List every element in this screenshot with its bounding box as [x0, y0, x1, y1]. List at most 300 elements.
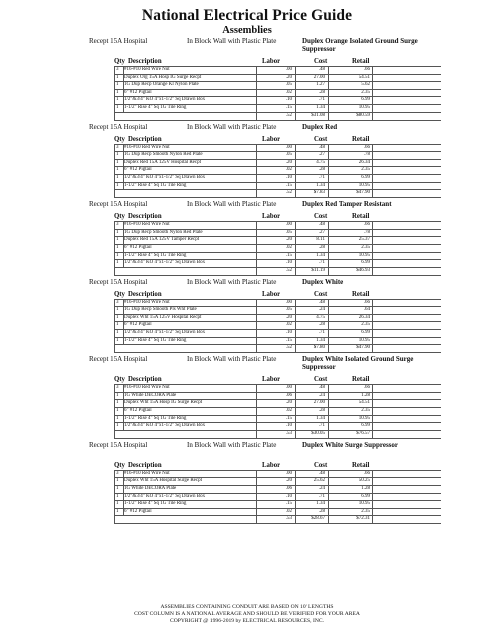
item-qty: 1: [116, 400, 119, 406]
description-header: Description: [128, 135, 162, 143]
column-divider: [295, 144, 296, 198]
item-retail: 54.51: [358, 400, 370, 406]
section-mounting: In Block Wall with Plastic Plate: [187, 200, 277, 209]
item-retail: .78: [363, 229, 370, 235]
assembly-section: [0, 123, 494, 201]
item-qty: 3: [116, 222, 119, 228]
item-cost: .28: [318, 167, 325, 173]
item-cost: .28: [318, 408, 325, 414]
table-row: [0, 485, 494, 493]
item-cost: .28: [318, 508, 325, 514]
table-row: [0, 415, 494, 423]
item-description: 1G Dup Recp Smooth Nylon Red Plate: [124, 229, 203, 235]
assembly-section: [0, 278, 494, 356]
item-labor: .10: [285, 260, 292, 266]
item-cost: 8.11: [316, 237, 325, 243]
row-divider: [114, 314, 441, 315]
item-cost: .48: [318, 299, 325, 305]
assembly-section: [0, 441, 494, 527]
item-description: 6" #12 Pigtail: [124, 89, 152, 95]
column-divider: [295, 384, 296, 438]
row-divider: [114, 321, 441, 322]
row-divider: [114, 74, 441, 75]
item-cost: .71: [318, 423, 325, 429]
row-divider: [114, 229, 441, 230]
row-divider: [114, 189, 441, 190]
table-row: [0, 236, 494, 244]
item-qty: 1: [116, 104, 119, 110]
table-row: [0, 299, 494, 307]
section-header: [0, 123, 494, 133]
item-cost: .27: [318, 229, 325, 235]
item-description: 1/2"&3/4" KO 4"x1-1/2" Sq Drawn Box: [124, 260, 206, 266]
page-subtitle: Assemblies: [222, 25, 272, 36]
item-cost: 4.75: [316, 159, 325, 165]
table-header: [0, 210, 494, 221]
item-description: 1G White DECORA Plate: [124, 486, 177, 491]
row-divider: [114, 337, 441, 338]
item-description: Duplex Wht 15A Hosp IG Surge Recpt: [124, 400, 203, 406]
item-retail: 6.99: [361, 97, 370, 103]
item-qty: 1: [116, 237, 119, 243]
total-row: [0, 189, 494, 197]
column-divider: [295, 470, 296, 524]
table-row: [0, 337, 494, 345]
total-row: [0, 112, 494, 120]
column-divider: [328, 384, 329, 438]
column-divider: [256, 384, 257, 438]
item-retail: 26.34: [358, 314, 370, 320]
item-labor: .20: [285, 400, 292, 406]
item-description: #16-#10 Red Wire Nut: [124, 299, 170, 305]
table-row: [0, 321, 494, 329]
description-header: Description: [128, 376, 162, 384]
row-divider: [114, 236, 441, 237]
item-description: #16-#10 Red Wire Nut: [124, 470, 170, 476]
table-row: [0, 182, 494, 190]
item-labor: .15: [285, 415, 292, 421]
column-divider: [123, 470, 124, 516]
qty-header: Qty: [114, 135, 125, 143]
retail-header: Retail: [352, 290, 370, 298]
item-qty: 3: [116, 299, 119, 305]
item-description: 1G Dup Recp Smooth Pls Wht Plate: [124, 307, 197, 313]
total-retail: $47.90: [356, 190, 370, 196]
item-retail: 6.99: [361, 493, 370, 499]
section-mounting: In Block Wall with Plastic Plate: [187, 440, 277, 449]
column-divider: [328, 144, 329, 198]
total-cost: $7.83: [313, 190, 325, 196]
labor-header: Labor: [262, 135, 281, 143]
total-labor: .52: [285, 345, 292, 351]
page-title: National Electrical Price Guide: [141, 7, 353, 24]
item-qty: 1: [116, 74, 119, 80]
section-header: [0, 278, 494, 288]
item-qty: 1: [116, 229, 119, 235]
row-divider: [114, 267, 441, 268]
item-description: 1-1/2" Rise 4" Sq 1G Tile Ring: [124, 501, 187, 507]
item-labor: .15: [285, 337, 292, 343]
total-retail: $72.31: [356, 516, 370, 522]
item-labor: .15: [285, 182, 292, 188]
column-divider: [123, 384, 124, 430]
item-cost: 1.34: [316, 182, 325, 188]
item-retail: .66: [363, 470, 370, 476]
item-cost: .48: [318, 222, 325, 228]
section-title: Duplex White: [302, 277, 344, 286]
table-row: [0, 66, 494, 74]
section-location: Recept 15A Hospital: [89, 200, 148, 209]
table-row: [0, 422, 494, 430]
item-description: 1/2"&3/4" KO 4"x1-1/2" Sq Drawn Box: [124, 330, 206, 336]
item-qty: 1: [116, 159, 119, 165]
item-labor: .20: [285, 74, 292, 80]
item-labor: .20: [285, 237, 292, 243]
item-description: 1/2"&3/4" KO 4"x1-1/2" Sq Drawn Box: [124, 97, 206, 103]
total-labor: .52: [285, 112, 292, 118]
total-cost: $31.08: [311, 112, 325, 118]
item-description: Duplex Red 15A 125V Hospital Recpt: [124, 159, 201, 165]
item-retail: .66: [363, 222, 370, 228]
section-location: Recept 15A Hospital: [89, 355, 148, 364]
column-divider: [114, 470, 115, 524]
item-description: Duplex Wht 15A 125V Hospital Recpt: [124, 314, 202, 320]
item-description: 1/2"&3/4" KO 4"x1-1/2" Sq Drawn Box: [124, 423, 206, 429]
column-divider: [256, 144, 257, 198]
description-header: Description: [128, 58, 162, 65]
item-cost: .71: [318, 174, 325, 180]
section-mounting: In Block Wall with Plastic Plate: [187, 122, 277, 131]
section-mounting: In Block Wall with Plastic Plate: [187, 37, 277, 45]
item-retail: .66: [363, 385, 370, 391]
cost-header: Cost: [314, 376, 328, 384]
item-qty: 1: [116, 330, 119, 336]
column-divider: [123, 144, 124, 190]
item-labor: .06: [285, 486, 292, 491]
item-table: [0, 299, 494, 353]
row-divider: [114, 81, 441, 82]
item-description: #16-#10 Red Wire Nut: [124, 222, 170, 228]
column-divider: [372, 66, 373, 120]
item-cost: .28: [318, 244, 325, 250]
item-cost: 27.00: [313, 74, 325, 80]
item-cost: 1.34: [316, 337, 325, 343]
item-qty: 1: [116, 415, 119, 421]
item-cost: 1.34: [316, 104, 325, 110]
total-retail: $46.93: [356, 267, 370, 273]
row-divider: [114, 477, 441, 478]
assembly-section: [0, 37, 494, 123]
item-cost: .48: [318, 385, 325, 391]
section-mounting: In Block Wall with Plastic Plate: [187, 355, 277, 364]
table-bottom-border: [114, 197, 441, 198]
item-cost: .24: [318, 486, 325, 491]
qty-header: Qty: [114, 290, 125, 298]
row-divider: [114, 96, 441, 97]
item-retail: 10.95: [358, 501, 370, 507]
item-cost: 27.00: [313, 400, 325, 406]
item-qty: 3: [116, 144, 119, 150]
item-retail: 1.28: [361, 392, 370, 398]
item-cost: .24: [318, 307, 325, 313]
row-divider: [114, 485, 441, 486]
item-labor: .02: [285, 508, 292, 514]
total-labor: .53: [285, 430, 292, 436]
table-row: [0, 89, 494, 97]
footer-line-1: ASSEMBLIES CONTAINING CONDUIT ARE BASED ON 10' LENGTHS: [160, 604, 334, 610]
item-retail: 6.99: [361, 260, 370, 266]
item-cost: .71: [318, 493, 325, 499]
total-row: [0, 344, 494, 352]
retail-header: Retail: [352, 135, 370, 143]
table-header: [0, 459, 494, 470]
table-row: [0, 392, 494, 400]
item-labor: .02: [285, 322, 292, 328]
item-labor: .15: [285, 501, 292, 507]
section-location: Recept 15A Hospital: [89, 277, 148, 286]
table-header: [0, 55, 494, 66]
row-divider: [114, 306, 441, 307]
table-bottom-border: [114, 438, 441, 439]
table-row: [0, 74, 494, 82]
item-labor: .20: [285, 314, 292, 320]
retail-header: Retail: [352, 376, 370, 384]
row-divider: [114, 244, 441, 245]
cost-header: Cost: [314, 213, 328, 221]
footer: [0, 604, 494, 625]
footer-line-3: COPYRIGHT @ 1996-2019 by ELECTRICAL RESOURCES, INC.: [169, 618, 324, 624]
column-divider: [256, 66, 257, 120]
table-row: [0, 221, 494, 229]
row-divider: [114, 344, 441, 345]
item-retail: 10.95: [358, 252, 370, 258]
item-qty: 1: [116, 392, 119, 398]
section-title: Duplex Orange Isolated Ground Surge Suppressor: [302, 37, 418, 53]
item-qty: 1: [116, 423, 119, 429]
column-divider: [123, 299, 124, 345]
table-row: [0, 306, 494, 314]
item-retail: 10.95: [358, 104, 370, 110]
item-cost: .71: [318, 97, 325, 103]
qty-header: Qty: [114, 376, 125, 384]
item-description: 1-1/2" Rise 4" Sq 1G Tile Ring: [124, 104, 187, 110]
item-description: #16-#10 Red Wire Nut: [124, 144, 170, 150]
description-header: Description: [128, 290, 162, 298]
item-labor: .06: [285, 392, 292, 398]
item-retail: .78: [363, 152, 370, 158]
item-labor: .00: [285, 222, 292, 228]
item-cost: .48: [318, 144, 325, 150]
table-top-border: [114, 144, 441, 145]
item-description: 6" #12 Pigtail: [124, 322, 152, 328]
item-retail: .66: [363, 299, 370, 305]
description-header: Description: [128, 461, 162, 469]
table-row: [0, 493, 494, 501]
section-header: [0, 441, 494, 459]
item-qty: 1: [116, 337, 119, 343]
item-labor: .10: [285, 174, 292, 180]
section-header: [0, 355, 494, 373]
assembly-sections: [0, 37, 494, 526]
item-qty: 1: [116, 501, 119, 507]
item-qty: 3: [116, 470, 119, 476]
column-divider: [256, 470, 257, 524]
row-divider: [114, 399, 441, 400]
labor-header: Labor: [262, 58, 281, 65]
total-retail: $76.57: [356, 430, 370, 436]
table-row: [0, 104, 494, 112]
table-row: [0, 252, 494, 260]
column-divider: [256, 221, 257, 275]
column-divider: [256, 299, 257, 353]
item-cost: 1.27: [316, 82, 325, 88]
column-divider: [372, 221, 373, 275]
row-divider: [114, 259, 441, 260]
item-description: #16-#10 Red Wire Nut: [124, 67, 170, 72]
item-retail: .66: [363, 144, 370, 150]
column-divider: [114, 384, 115, 438]
item-description: 1-1/2" Rise 4" Sq 1G Tile Ring: [124, 182, 187, 188]
section-header: [0, 37, 494, 55]
row-divider: [114, 500, 441, 501]
item-retail: .66: [363, 67, 370, 72]
total-labor: .53: [285, 516, 292, 522]
row-divider: [114, 89, 441, 90]
qty-header: Qty: [114, 461, 125, 469]
item-qty: 1: [116, 252, 119, 258]
item-qty: 1: [116, 244, 119, 250]
item-description: Duplex Red 15A 125V Tamper Recpt: [124, 237, 200, 243]
total-cost: $30.05: [311, 430, 325, 436]
labor-header: Labor: [262, 376, 281, 384]
item-qty: 1: [116, 478, 119, 484]
item-retail: 2.35: [361, 508, 370, 514]
item-cost: .24: [318, 392, 325, 398]
table-row: [0, 81, 494, 89]
item-labor: .00: [285, 144, 292, 150]
column-divider: [372, 384, 373, 438]
item-cost: .71: [318, 260, 325, 266]
table-row: [0, 399, 494, 407]
item-labor: .10: [285, 423, 292, 429]
assembly-section: [0, 355, 494, 441]
section-location: Recept 15A Hospital: [89, 122, 148, 131]
table-row: [0, 166, 494, 174]
total-retail: $47.90: [356, 345, 370, 351]
item-labor: .00: [285, 470, 292, 476]
table-row: [0, 477, 494, 485]
section-title: Duplex Red: [302, 122, 338, 131]
item-description: 1/2"&3/4" KO 4"x1-1/2" Sq Drawn Box: [124, 174, 206, 180]
retail-header: Retail: [352, 58, 370, 65]
item-cost: 1.34: [316, 501, 325, 507]
table-row: [0, 314, 494, 322]
section-location: Recept 15A Hospital: [89, 37, 148, 45]
table-row: [0, 174, 494, 182]
item-qty: 1: [116, 97, 119, 103]
row-divider: [114, 422, 441, 423]
item-qty: 1: [116, 408, 119, 414]
row-divider: [114, 415, 441, 416]
item-labor: .02: [285, 89, 292, 95]
item-cost: .28: [318, 89, 325, 95]
table-row: [0, 244, 494, 252]
table-row: [0, 144, 494, 152]
item-labor: .00: [285, 67, 292, 72]
item-qty: 1: [116, 152, 119, 158]
item-labor: .20: [285, 159, 292, 165]
item-cost: 1.34: [316, 252, 325, 258]
section-header: [0, 200, 494, 210]
column-divider: [328, 299, 329, 353]
item-description: 1-1/2" Rise 4" Sq 1G Tile Ring: [124, 252, 187, 258]
row-divider: [114, 166, 441, 167]
item-retail: 2.35: [361, 322, 370, 328]
column-divider: [295, 66, 296, 120]
total-labor: .52: [285, 190, 292, 196]
total-labor: .52: [285, 267, 292, 273]
item-retail: 25.37: [358, 237, 370, 243]
item-qty: 1: [116, 182, 119, 188]
item-retail: 10.95: [358, 415, 370, 421]
item-description: 6" #12 Pigtail: [124, 408, 152, 414]
column-divider: [114, 221, 115, 275]
total-cost: $11.19: [311, 267, 325, 273]
item-retail: 6.99: [361, 330, 370, 336]
item-cost: 1.34: [316, 415, 325, 421]
column-divider: [114, 66, 115, 120]
item-description: #16-#10 Red Wire Nut: [124, 385, 170, 391]
item-cost: .48: [318, 67, 325, 72]
cost-header: Cost: [314, 290, 328, 298]
table-row: [0, 384, 494, 392]
item-retail: 2.35: [361, 244, 370, 250]
column-divider: [295, 221, 296, 275]
qty-header: Qty: [114, 213, 125, 221]
item-table: [0, 66, 494, 120]
row-divider: [114, 329, 441, 330]
item-description: Duplex Org 15A Hosp IG Surge Recpt: [124, 74, 202, 80]
table-top-border: [114, 66, 441, 67]
total-cost: $7.80: [313, 345, 325, 351]
item-labor: .02: [285, 408, 292, 414]
row-divider: [114, 112, 441, 113]
assembly-section: [0, 200, 494, 278]
column-divider: [114, 144, 115, 198]
column-divider: [123, 221, 124, 267]
row-divider: [114, 493, 441, 494]
table-row: [0, 259, 494, 267]
labor-header: Labor: [262, 213, 281, 221]
row-divider: [114, 182, 441, 183]
column-divider: [372, 144, 373, 198]
footer-line-2: COST COLUMN IS A NATIONAL AVERAGE AND SHOULD BE VERIFIED FOR YOUR AREA: [134, 611, 360, 617]
item-labor: .02: [285, 167, 292, 173]
item-labor: .05: [285, 152, 292, 158]
table-top-border: [114, 299, 441, 300]
item-retail: 1.28: [361, 486, 370, 491]
item-labor: .15: [285, 104, 292, 110]
column-divider: [328, 221, 329, 275]
item-description: 1G Dup Recp Orange Kl Nylon Plate: [124, 82, 199, 88]
item-retail: 6.99: [361, 423, 370, 429]
table-row: [0, 96, 494, 104]
item-labor: .10: [285, 493, 292, 499]
row-divider: [114, 430, 441, 431]
row-divider: [114, 515, 441, 516]
item-labor: .02: [285, 244, 292, 250]
row-divider: [114, 392, 441, 393]
